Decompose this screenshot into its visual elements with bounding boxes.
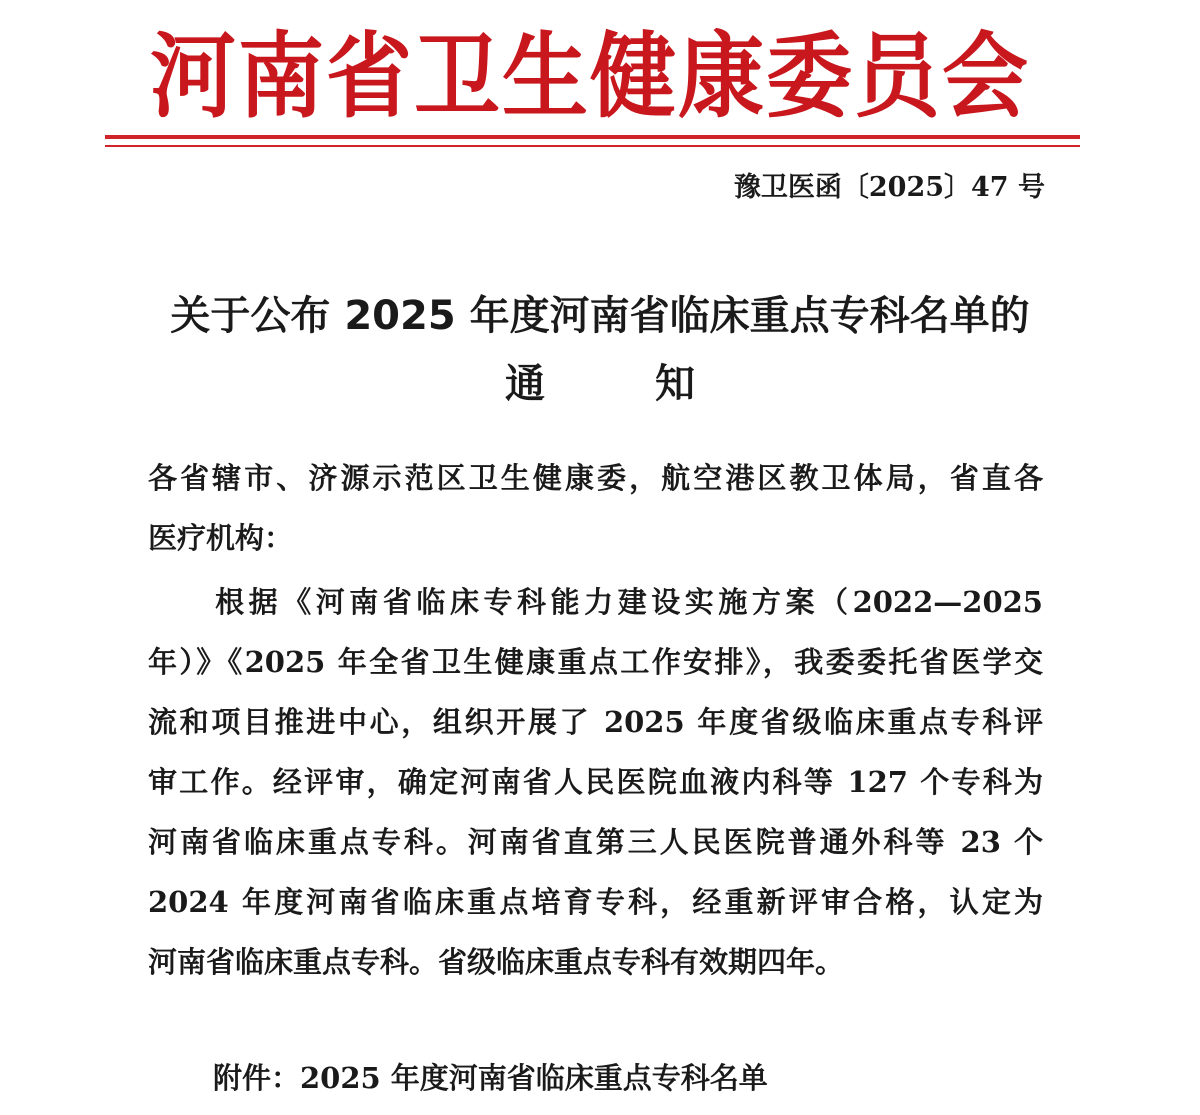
body-line-3: 流和项目推进中心，组织开展了 2025 年度省级临床重点专科评: [148, 705, 1043, 739]
body-line-7: 河南省临床重点专科。省级临床重点专科有效期四年。: [148, 945, 845, 979]
body-line-5: 河南省临床重点专科。河南省直第三人民医院普通外科等 23 个: [148, 825, 1043, 859]
letterhead-red-rule-thin: [105, 145, 1080, 147]
notice-title-line-2: 通知: [505, 361, 805, 407]
letterhead-title: 河南省卫生健康委员会: [150, 22, 1030, 132]
document-number: 豫卫医函〔2025〕47 号: [733, 172, 1045, 203]
body-line-1: 根据《河南省临床专科能力建设实施方案（2022—2025: [148, 585, 1043, 619]
body-line-2: 年）》《2025 年全省卫生健康重点工作安排》，我委委托省医学交: [148, 645, 1043, 679]
body-line-4: 审工作。经评审，确定河南省人民医院血液内科等 127 个专科为: [148, 765, 1043, 799]
notice-title-line-1: 关于公布 2025 年度河南省临床重点专科名单的: [170, 293, 1030, 339]
body-line-6: 2024 年度河南省临床重点培育专科，经重新评审合格，认定为: [148, 885, 1043, 919]
recipients-line-2: 医疗机构：: [148, 521, 294, 555]
attachment-line[interactable]: 附件：2025 年度河南省临床重点专科名单: [213, 1061, 768, 1095]
recipients-line-1: 各省辖市、济源示范区卫生健康委，航空港区教卫体局，省直各: [148, 461, 1043, 495]
letterhead-red-rule-thick: [105, 135, 1080, 139]
